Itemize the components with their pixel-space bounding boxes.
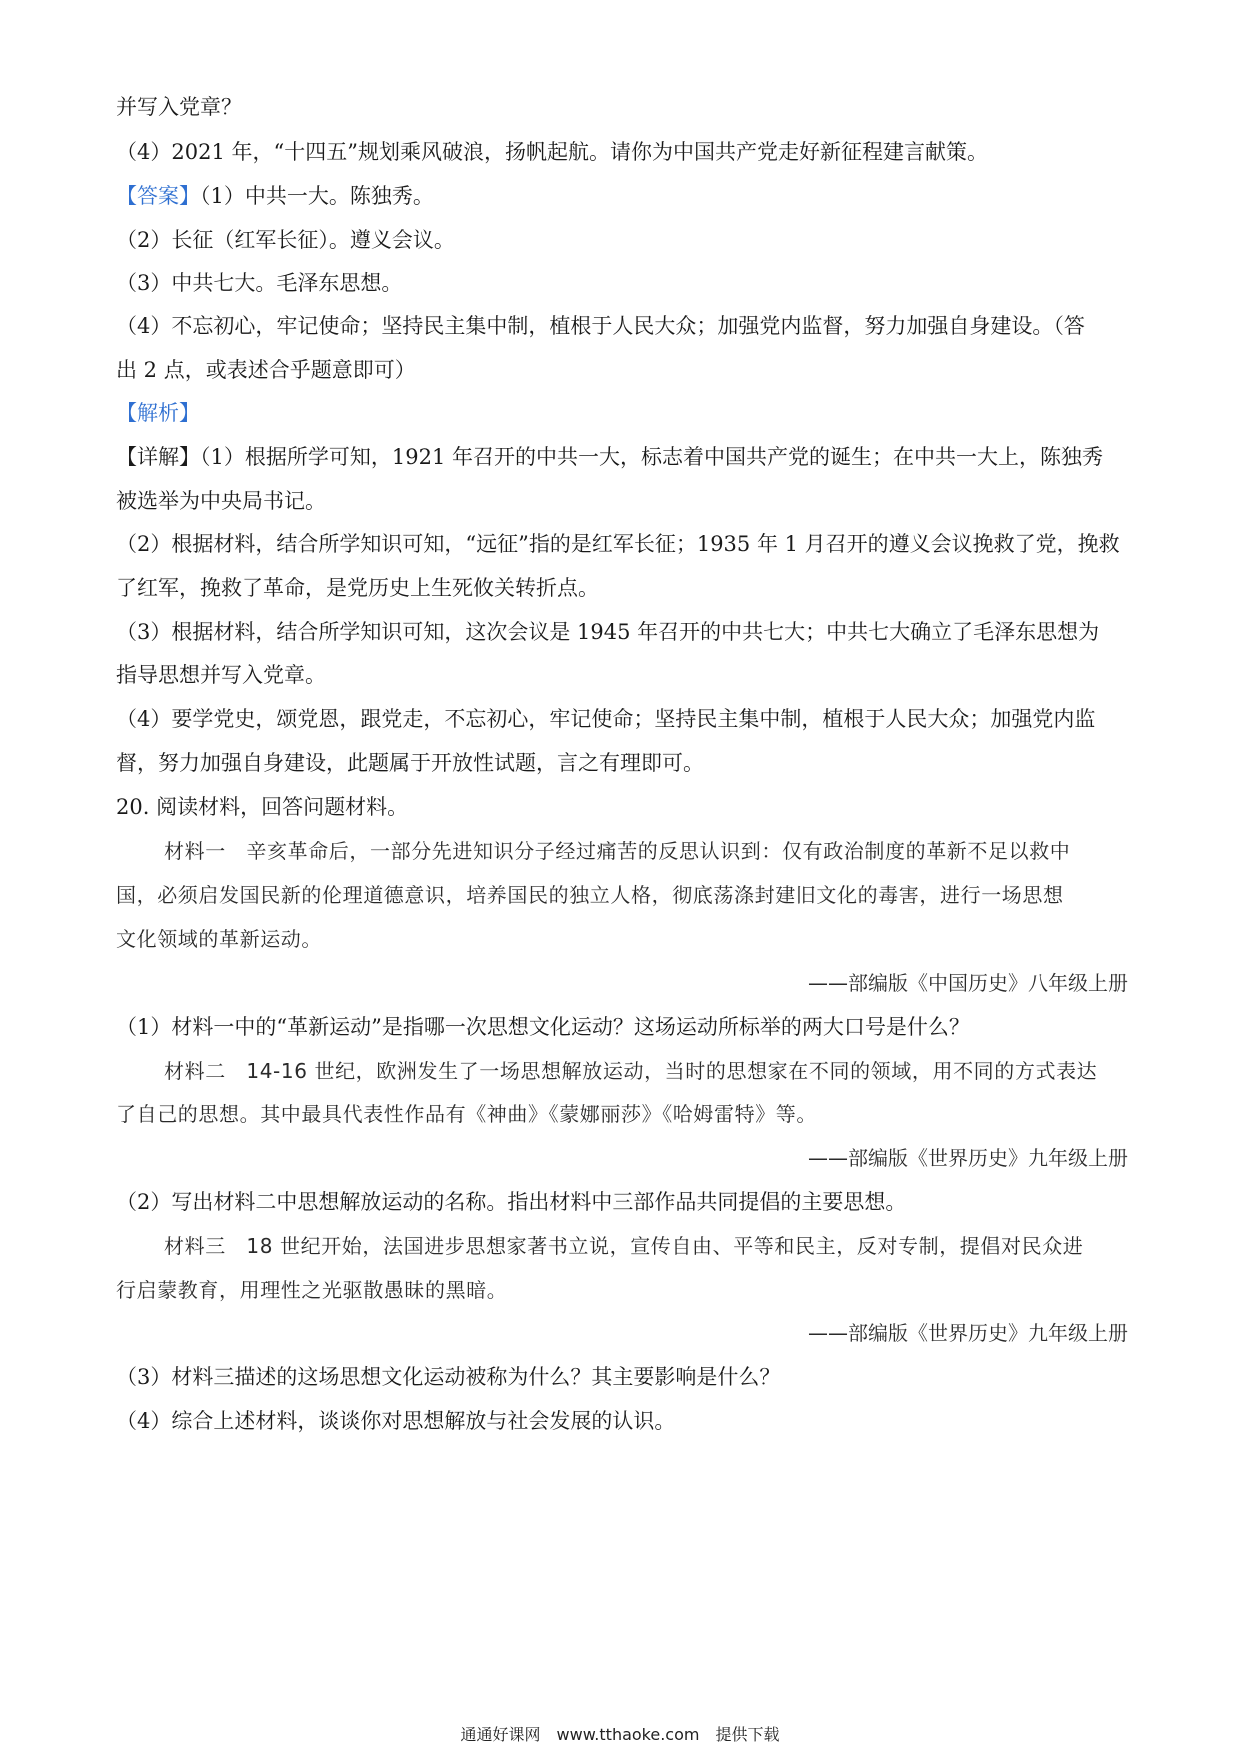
detail-2-cont: 了红军，挽救了革命，是党历史上生死攸关转折点。: [116, 576, 599, 600]
detail-3-cont: 指导思想并写入党章。: [116, 663, 326, 687]
question-4-text: （4）2021 年，“十四五”规划乘风破浪，扬帆起航。请你为中国共产党走好新征程建言献策。: [116, 140, 988, 164]
question-20-2: （2）写出材料二中思想解放运动的名称。指出材料中三部作品共同提倡的主要思想。: [116, 1190, 907, 1214]
material-1-line-3: 文化领域的革新运动。: [116, 927, 322, 951]
detail-2: （2）根据材料，结合所学知识可知，“远征”指的是红军长征；1935 年 1 月召开的遵义会议挽救了党，挽救: [116, 532, 1120, 556]
answer-label: 【答案】: [116, 184, 200, 208]
material-1-line-1: 材料一 辛亥革命后，一部分先进知识分子经过痛苦的反思认识到：仅有政治制度的革新不足以救中: [164, 839, 1071, 863]
question-20-heading: 20. 阅读材料，回答问题材料。: [116, 795, 409, 819]
detail-1: 【详解】（1）根据所学可知，1921 年召开的中共一大，标志着中国共产党的诞生；在中共一大上，陈独秀: [116, 445, 1103, 469]
material-3-line-1: 材料三 18 世纪开始，法国进步思想家著书立说，宣传自由、平等和民主，反对专制，提倡对民众进: [164, 1234, 1084, 1258]
answer-4: （4）不忘初心，牢记使命；坚持民主集中制，植根于人民大众；加强党内监督，努力加强自身建设。（答: [116, 314, 1085, 338]
question-20-3: （3）材料三描述的这场思想文化运动被称为什么？其主要影响是什么？: [116, 1365, 781, 1389]
material-1-line-2: 国，必须启发国民新的伦理道德意识，培养国民的独立人格，彻底荡涤封建旧文化的毒害，进行一场思想: [116, 883, 1064, 907]
detail-3: （3）根据材料，结合所学知识可知，这次会议是 1945 年召开的中共七大；中共七大确立了毛泽东思想为: [116, 620, 1100, 644]
material-2-line-2: 了自己的思想。其中最具代表性作品有《神曲》《蒙娜丽莎》《哈姆雷特》等。: [116, 1102, 817, 1126]
question-20-1: （1）材料一中的“革新运动”是指哪一次思想文化运动？这场运动所标举的两大口号是什么？: [116, 1015, 970, 1039]
detail-4: （4）要学党史，颂党恩，跟党走，不忘初心，牢记使命；坚持民主集中制，植根于人民大众；加强党内监: [116, 707, 1096, 731]
answer-3: （3）中共七大。毛泽东思想。: [116, 271, 403, 295]
material-2-source: ——部编版《世界历史》九年级上册: [808, 1146, 1128, 1170]
material-1-source: ——部编版《中国历史》八年级上册: [808, 971, 1128, 995]
question-20-4: （4）综合上述材料，谈谈你对思想解放与社会发展的认识。: [116, 1409, 676, 1433]
answer-line: [116, 181, 434, 211]
material-2-line-1: 材料二 14-16 世纪，欧洲发生了一场思想解放运动，当时的思想家在不同的领域，用不同的方式表达: [164, 1059, 1098, 1083]
detail-4-cont: 督，努力加强自身建设，此题属于开放性试题，言之有理即可。: [116, 751, 704, 775]
analysis-label: 【解析】: [116, 401, 200, 425]
material-3-source: ——部编版《世界历史》九年级上册: [808, 1321, 1128, 1345]
answer-2: （2）长征（红军长征）。遵义会议。: [116, 228, 455, 252]
answer-1: （1）中共一大。陈独秀。: [200, 184, 434, 208]
material-3-line-2: 行启蒙教育，用理性之光驱散愚昧的黑暗。: [116, 1278, 508, 1302]
answer-4-cont: 出 2 点，或表述合乎题意即可）: [116, 358, 416, 382]
question-text-line: 并写入党章？: [116, 95, 242, 119]
page-footer: 通通好课网 www.tthaoke.com 提供下载: [460, 1725, 780, 1744]
detail-1-cont: 被选举为中央局书记。: [116, 489, 326, 513]
